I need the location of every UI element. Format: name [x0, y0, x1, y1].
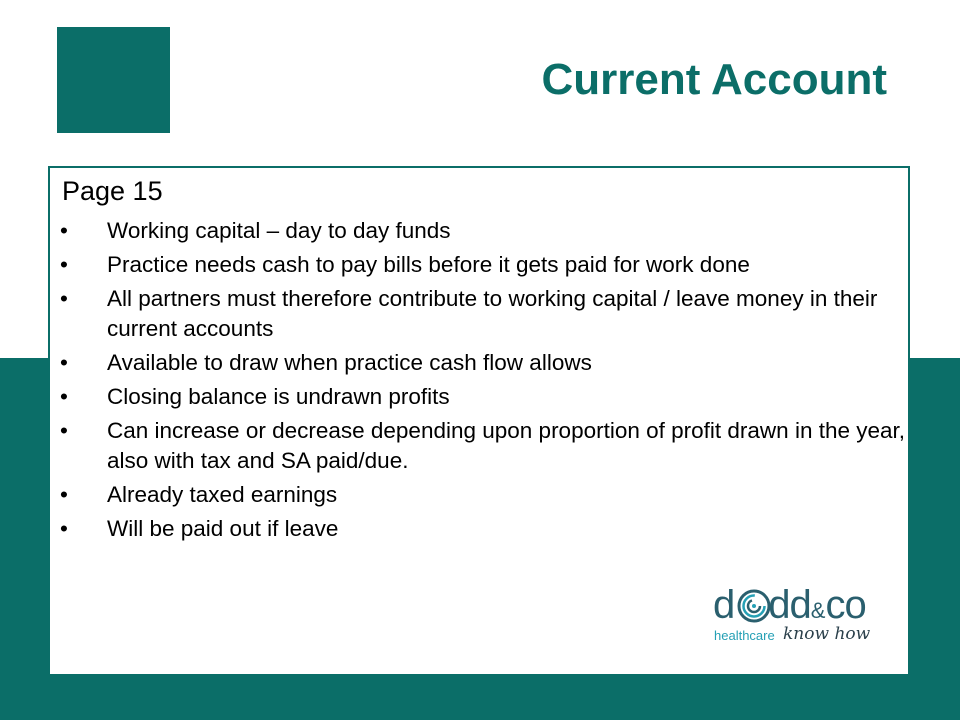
bullet-marker: •: [60, 482, 68, 507]
bullet-marker: •: [60, 350, 68, 375]
bullet-list: [60, 216, 905, 548]
bullet-text: All partners must therefore contribute to working capital / leave money in their current accounts: [107, 286, 878, 341]
bullet-item: [60, 250, 905, 280]
bullet-marker: •: [60, 384, 68, 409]
slide-title: Current Account: [541, 55, 887, 104]
doddco-logo: [713, 584, 891, 654]
bullet-item: [60, 480, 905, 510]
bullet-marker: •: [60, 218, 68, 243]
swirl-logo-icon: [737, 589, 771, 623]
logo-wordmark: d dd&co: [713, 583, 866, 627]
bullet-item: [60, 216, 905, 246]
bullet-item: [60, 284, 905, 344]
bullet-text: Practice needs cash to pay bills before it gets paid for work done: [107, 252, 750, 277]
bullet-text: Will be paid out if leave: [107, 516, 339, 541]
bullet-marker: •: [60, 418, 68, 443]
bullet-text: Available to draw when practice cash flow allows: [107, 350, 592, 375]
page-label: Page 15: [62, 176, 163, 206]
bullet-marker: •: [60, 252, 68, 277]
bullet-item: [60, 348, 905, 378]
bullet-item: [60, 416, 905, 476]
logo-script-text: know how: [783, 624, 871, 644]
bullet-text: Already taxed earnings: [107, 482, 338, 507]
bullet-text: Closing balance is undrawn profits: [107, 384, 450, 409]
bullet-marker: •: [60, 516, 68, 541]
bullet-item: [60, 514, 905, 544]
content-box: [48, 166, 910, 676]
decorative-teal-square: [57, 27, 170, 133]
bullet-item: [60, 382, 905, 412]
bullet-text: Working capital – day to day funds: [107, 218, 451, 243]
bullet-text: Can increase or decrease depending upon proportion of profit drawn in the year, also with tax and SA paid/due.: [107, 418, 906, 473]
logo-tagline: healthcare: [714, 628, 775, 643]
bullet-marker: •: [60, 286, 68, 311]
